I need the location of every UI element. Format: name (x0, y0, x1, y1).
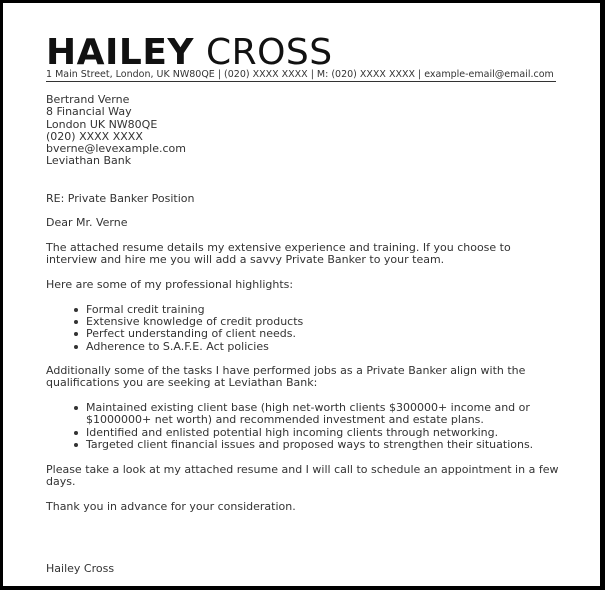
recipient-company: Leviathan Bank (46, 154, 132, 168)
highlights-intro: Here are some of my professional highlights: (46, 277, 294, 291)
letter-body (46, 94, 561, 575)
salutation: Dear Mr. Verne (46, 216, 128, 230)
recipient-city: London UK NW80QE (46, 117, 158, 131)
tasks-intro: Additionally some of the tasks I have performed jobs as a Private Banker align with the qualifications you are seeking at Leviathan Bank: (46, 364, 526, 390)
subject-line: RE: Private Banker Position (46, 191, 195, 205)
list-item: Identified and enlisted potential high incoming clients through networking. (86, 427, 561, 439)
highlights-list (46, 304, 561, 353)
first-name: HAILEY (46, 32, 194, 73)
recipient-email: bverne@levexample.com (46, 142, 186, 156)
list-item: Adherence to S.A.F.E. Act policies (86, 341, 561, 353)
recipient-street: 8 Financial Way (46, 105, 132, 119)
list-item: Perfect understanding of client needs. (86, 328, 561, 340)
contact-info: 1 Main Street, London, UK NW80QE | (020) XXXX XXXX | M: (020) XXXX XXXX | example-email@email.com (46, 69, 556, 82)
thanks-line: Thank you in advance for your consideration. (46, 499, 296, 513)
intro-paragraph: The attached resume details my extensive experience and training. If you choose to interview and hire me you will add a savvy Private Banker to your team. (46, 240, 511, 267)
recipient-block (46, 94, 561, 168)
last-name: CROSS (205, 32, 333, 73)
closing-request: Please take a look at my attached resume and I will call to schedule an appointment in a few days. (46, 462, 559, 489)
list-item: Formal credit training (86, 304, 561, 316)
cover-letter-page (3, 3, 600, 586)
list-item: Extensive knowledge of credit products (86, 316, 561, 328)
list-item: Maintained existing client base (high net-worth clients $300000+ income and or $1000000+ net worth) and recommended investment and estate plans. (86, 402, 561, 427)
applicant-name (46, 33, 333, 73)
list-item: Targeted client financial issues and proposed ways to strengthen their situations. (86, 439, 561, 451)
recipient-phone: (020) XXXX XXXX (46, 129, 143, 143)
signature: Hailey Cross (46, 561, 115, 575)
tasks-list (46, 402, 561, 451)
recipient-name: Bertrand Verne (46, 93, 130, 106)
